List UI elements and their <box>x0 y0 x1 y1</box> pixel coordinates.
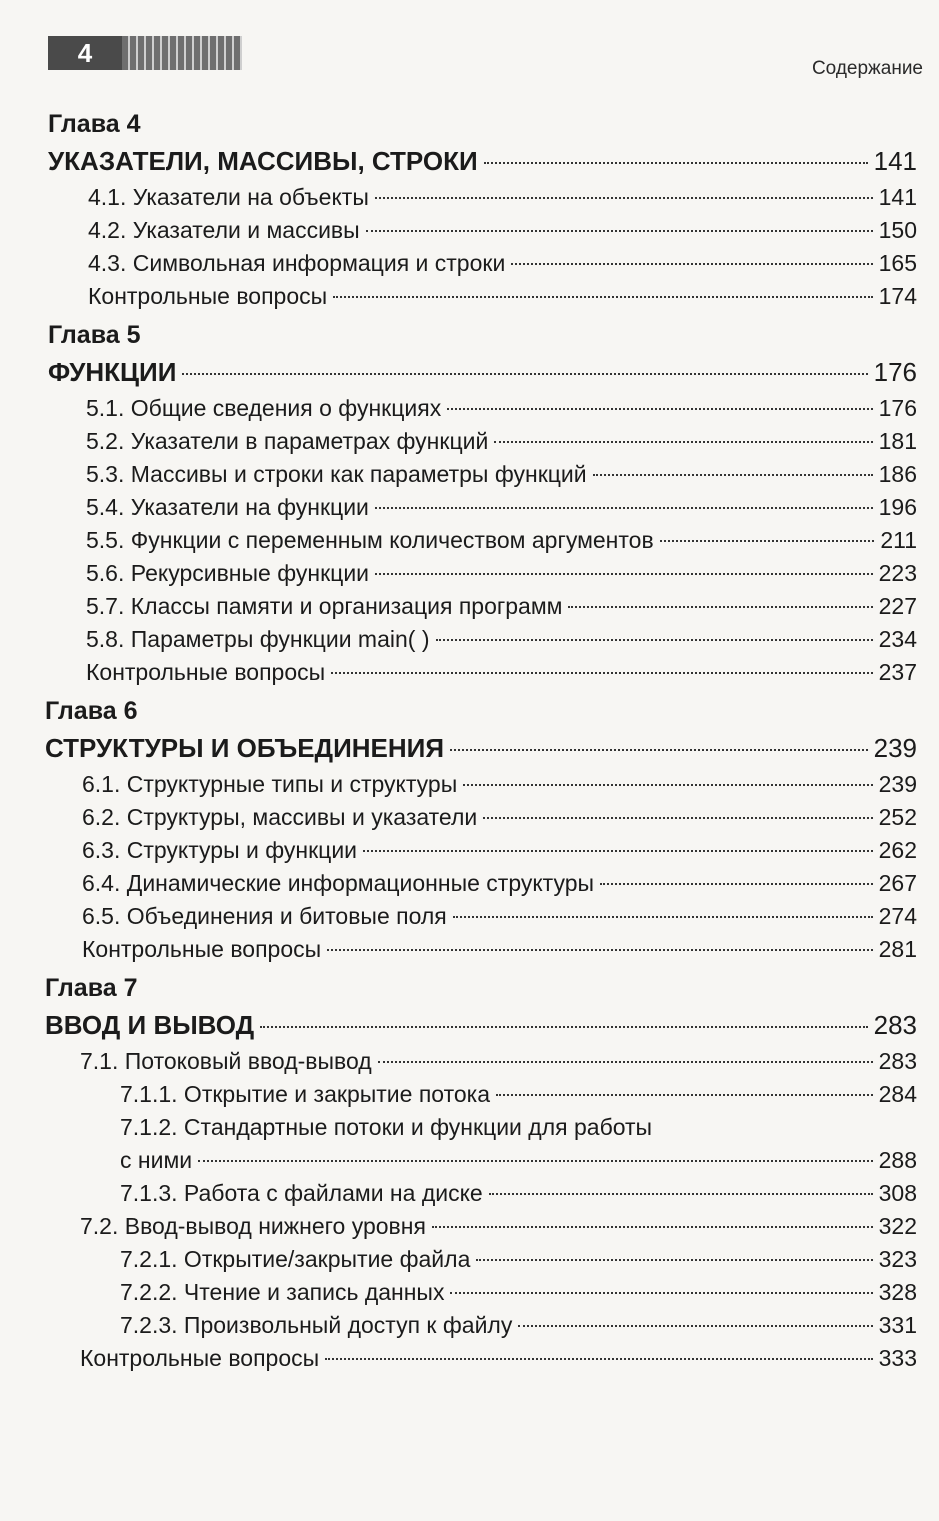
page-number-tab <box>48 36 242 70</box>
entry-title: 5.4. Указатели на функции <box>86 494 369 520</box>
dot-leader <box>484 162 868 164</box>
dot-leader <box>450 749 868 751</box>
toc-entry[interactable] <box>86 623 917 656</box>
page-number: 227 <box>878 593 917 619</box>
dot-leader <box>660 540 875 542</box>
chapter-title: СТРУКТУРЫ И ОБЪЕДИНЕНИЯ <box>45 733 445 763</box>
page-number: 333 <box>878 1345 917 1371</box>
toc-entry[interactable] <box>86 425 917 458</box>
toc-entry[interactable] <box>88 247 917 280</box>
toc-entry[interactable] <box>120 1144 917 1177</box>
dot-leader <box>366 230 873 232</box>
dot-leader <box>333 296 872 298</box>
dot-leader <box>436 639 873 641</box>
entry-title: 6.5. Объединения и битовые поля <box>82 903 447 929</box>
toc-entry[interactable] <box>86 491 917 524</box>
chapter-title: ФУНКЦИИ <box>48 357 177 387</box>
toc-entry[interactable] <box>86 557 917 590</box>
page-number: 211 <box>880 527 917 553</box>
page-number: 252 <box>878 804 917 830</box>
entry-title: 7.1.3. Работа с файлами на диске <box>120 1180 483 1206</box>
running-title: Содержание <box>811 58 923 79</box>
chapter-title-entry[interactable] <box>48 141 917 181</box>
page-number: 237 <box>878 659 917 685</box>
chapter-block <box>0 695 939 966</box>
page-number: 328 <box>878 1279 917 1305</box>
chapter-label: Глава 6 <box>45 697 138 725</box>
chapter-block <box>0 319 939 689</box>
entry-title: с ними <box>120 1147 193 1173</box>
dot-leader <box>496 1094 873 1096</box>
dot-leader <box>511 263 872 265</box>
page-number: 281 <box>878 936 917 962</box>
dot-leader <box>363 850 873 852</box>
chapter-title-entry[interactable] <box>48 352 917 392</box>
page-number: 323 <box>878 1246 917 1272</box>
dot-leader <box>375 197 873 199</box>
dot-leader <box>447 408 872 410</box>
toc-entry[interactable] <box>86 524 917 557</box>
entry-title: 4.3. Символьная информация и строки <box>88 250 506 276</box>
chapter-label: Глава 5 <box>48 321 141 349</box>
chapter-title-entry[interactable] <box>45 1005 917 1045</box>
chapter-title: ВВОД И ВЫВОД <box>45 1010 255 1040</box>
page-number: 322 <box>878 1213 917 1239</box>
page-number: 141 <box>878 184 917 210</box>
dot-leader <box>463 784 872 786</box>
toc-entry[interactable] <box>80 1210 917 1243</box>
entry-title: 7.2.1. Открытие/закрытие файла <box>120 1246 471 1272</box>
entry-title: 4.2. Указатели и массивы <box>88 217 360 243</box>
page-number: 283 <box>873 1010 917 1040</box>
toc-entry[interactable] <box>82 768 917 801</box>
toc-entry[interactable] <box>88 214 917 247</box>
toc-entry[interactable] <box>120 1177 917 1210</box>
toc-entry[interactable] <box>82 801 917 834</box>
toc-entry[interactable] <box>120 1243 917 1276</box>
dot-leader <box>327 949 872 951</box>
toc-entry[interactable] <box>80 1342 917 1375</box>
page-number: 262 <box>878 837 917 863</box>
entry-title: 5.3. Массивы и строки как параметры функций <box>86 461 587 487</box>
dot-leader <box>593 474 873 476</box>
toc-entry[interactable] <box>120 1078 917 1111</box>
tab-stripes <box>122 36 242 70</box>
chapter-block <box>0 108 939 313</box>
entry-title: 7.1.2. Стандартные потоки и функции для работы <box>120 1114 653 1140</box>
entry-title: Контрольные вопросы <box>86 659 326 685</box>
dot-leader <box>494 441 872 443</box>
toc-entry[interactable] <box>86 458 917 491</box>
entry-title: Контрольные вопросы <box>82 936 322 962</box>
page-number: 274 <box>878 903 917 929</box>
entry-title: 7.2.2. Чтение и запись данных <box>120 1279 445 1305</box>
entry-title: 7.2.3. Произвольный доступ к файлу <box>120 1312 513 1338</box>
dot-leader <box>432 1226 873 1228</box>
table-of-contents <box>0 108 939 1381</box>
dot-leader <box>325 1358 872 1360</box>
toc-entry[interactable] <box>82 900 917 933</box>
toc-entry[interactable] <box>120 1276 917 1309</box>
entry-title: 6.3. Структуры и функции <box>82 837 358 863</box>
toc-entry[interactable] <box>120 1309 917 1342</box>
chapter-title: УКАЗАТЕЛИ, МАССИВЫ, СТРОКИ <box>48 146 478 176</box>
toc-entry[interactable] <box>86 590 917 623</box>
page-number: 283 <box>878 1048 917 1074</box>
entry-title: Контрольные вопросы <box>80 1345 320 1371</box>
chapter-title-entry[interactable] <box>45 728 917 768</box>
toc-entry[interactable] <box>82 933 917 966</box>
entry-title: 6.4. Динамические информационные структуры <box>82 870 595 896</box>
page-number: 239 <box>873 733 917 763</box>
toc-entry[interactable] <box>82 867 917 900</box>
page-number: 150 <box>878 217 917 243</box>
entry-title: 6.2. Структуры, массивы и указатели <box>82 804 478 830</box>
toc-entry[interactable] <box>88 280 917 313</box>
chapter-label: Глава 7 <box>45 974 138 1002</box>
dot-leader <box>600 883 873 885</box>
page-number: 174 <box>878 283 917 309</box>
page-number: 165 <box>878 250 917 276</box>
entry-title: 5.2. Указатели в параметрах функций <box>86 428 489 454</box>
dot-leader <box>453 916 873 918</box>
dot-leader <box>260 1026 867 1028</box>
page-number: 4 <box>48 36 122 70</box>
dot-leader <box>568 606 872 608</box>
page-number: 176 <box>878 395 917 421</box>
dot-leader <box>450 1292 872 1294</box>
toc-entry[interactable] <box>80 1045 917 1078</box>
entry-title: Контрольные вопросы <box>88 283 328 309</box>
dot-leader <box>483 817 872 819</box>
page-number: 288 <box>878 1147 917 1173</box>
page-number: 181 <box>878 428 917 454</box>
dot-leader <box>375 573 873 575</box>
chapter-label: Глава 4 <box>48 110 141 138</box>
page-number: 267 <box>878 870 917 896</box>
page-number: 239 <box>878 771 917 797</box>
chapter-block <box>0 972 939 1375</box>
entry-title: 5.8. Параметры функции main( ) <box>86 626 430 652</box>
dot-leader <box>378 1061 873 1063</box>
page-number: 331 <box>878 1312 917 1338</box>
page-number: 234 <box>878 626 917 652</box>
page-number: 308 <box>878 1180 917 1206</box>
entry-title: 4.1. Указатели на объекты <box>88 184 369 210</box>
page-number: 196 <box>878 494 917 520</box>
entry-title: 5.7. Классы памяти и организация программ <box>86 593 563 619</box>
page-number: 223 <box>878 560 917 586</box>
dot-leader <box>182 373 867 375</box>
toc-entry[interactable] <box>82 834 917 867</box>
toc-entry[interactable] <box>86 656 917 689</box>
dot-leader <box>331 672 872 674</box>
toc-entry[interactable] <box>86 392 917 425</box>
entry-title: 7.2. Ввод-вывод нижнего уровня <box>80 1213 426 1239</box>
toc-entry[interactable] <box>88 181 917 214</box>
toc-entry[interactable] <box>120 1111 917 1144</box>
dot-leader <box>489 1193 873 1195</box>
page-number: 141 <box>873 146 917 176</box>
entry-title: 5.5. Функции с переменным количеством аргументов <box>86 527 654 553</box>
entry-title: 5.1. Общие сведения о функциях <box>86 395 442 421</box>
page-number: 284 <box>878 1081 917 1107</box>
page-header <box>0 0 939 100</box>
page-number: 176 <box>873 357 917 387</box>
dot-leader <box>198 1160 873 1162</box>
dot-leader <box>476 1259 872 1261</box>
dot-leader <box>518 1325 872 1327</box>
page-number: 186 <box>878 461 917 487</box>
dot-leader <box>375 507 873 509</box>
entry-title: 5.6. Рекурсивные функции <box>86 560 370 586</box>
entry-title: 6.1. Структурные типы и структуры <box>82 771 458 797</box>
entry-title: 7.1. Потоковый ввод-вывод <box>80 1048 372 1074</box>
entry-title: 7.1.1. Открытие и закрытие потока <box>120 1081 490 1107</box>
